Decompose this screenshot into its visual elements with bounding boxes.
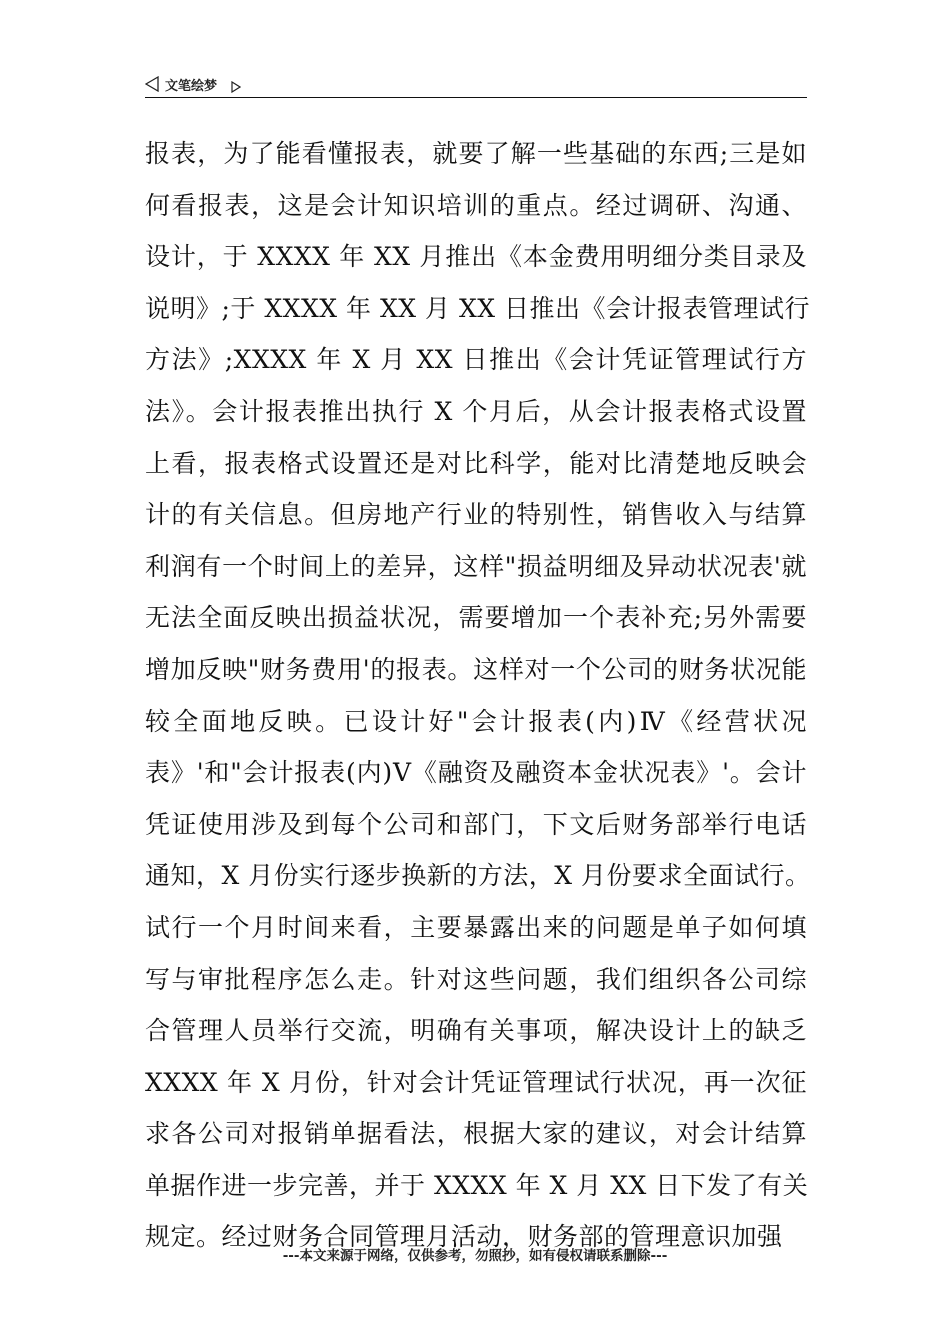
- body-line: 报表，为了能看懂报表，就要了解一些基础的东西;三是如: [145, 139, 807, 168]
- body-line: 何看报表，这是会计知识培训的重点。经过调研、沟通、: [145, 190, 807, 220]
- body-line: 计的有关信息。但房地产行业的特别性，销售收入与结算: [145, 500, 807, 530]
- body-line: 规定。经过财务合同管理月活动，财务部的管理意识加强: [145, 1222, 783, 1252]
- body-line: 增加反映"财务费用'的报表。这样对一个公司的财务状况能: [145, 654, 807, 684]
- body-line: 单据作进一步完善，并于 XXXX 年 X 月 XX 日下发了有关: [145, 1170, 809, 1200]
- body-line: 设计，于 XXXX 年 XX 月推出《本金费用明细分类目录及: [145, 242, 807, 272]
- page-header: [145, 74, 807, 98]
- body-line: 无法全面反映出损益状况，需要增加一个表补充;另外需要: [145, 603, 807, 633]
- header-rule: [145, 97, 807, 98]
- triangle-left-icon: [145, 76, 159, 96]
- body-line: 利润有一个时间上的差异，这样"损益明细及异动状况表'就: [145, 551, 807, 581]
- body-line: 凭证使用涉及到每个公司和部门，下文后财务部举行电话: [145, 809, 807, 839]
- body-line: 试行一个月时间来看，主要暴露出来的问题是单子如何填: [145, 912, 807, 942]
- triangle-right-icon: [231, 78, 241, 97]
- body-line: 求各公司对报销单据看法，根据大家的建议，对会计结算: [145, 1119, 807, 1149]
- document-body: [145, 128, 811, 1263]
- body-line: 写与审批程序怎么走。针对这些问题，我们组织各公司综: [145, 964, 807, 994]
- page-footer: ---本文来源于网络，仅供参考，勿照抄，如有侵权请联系删除---: [282, 1248, 668, 1264]
- body-line: 法》。会计报表推出执行 X 个月后，从会计报表格式设置: [145, 396, 807, 426]
- body-line: 上看，报表格式设置还是对比科学，能对比清楚地反映会: [145, 448, 807, 478]
- body-line: 方法》;XXXX 年 X 月 XX 日推出《会计凭证管理试行方: [145, 345, 807, 375]
- body-line: 说明》;于 XXXX 年 XX 月 XX 日推出《会计报表管理试行: [145, 293, 810, 323]
- body-line: 较全面地反映。已设计好"会计报表(内)Ⅳ《经营状况: [145, 706, 807, 736]
- body-line: 通知，X 月份实行逐步换新的方法，X 月份要求全面试行。: [145, 861, 811, 891]
- header-brand: 文笔绘梦: [165, 79, 218, 94]
- body-line: 合管理人员举行交流，明确有关事项，解决设计上的缺乏: [145, 1016, 807, 1046]
- body-line: 表》'和"会计报表(内)Ⅴ《融资及融资本金状况表》'。会计: [145, 758, 807, 788]
- body-line: XXXX 年 X 月份，针对会计凭证管理试行状况，再一次征: [145, 1067, 807, 1097]
